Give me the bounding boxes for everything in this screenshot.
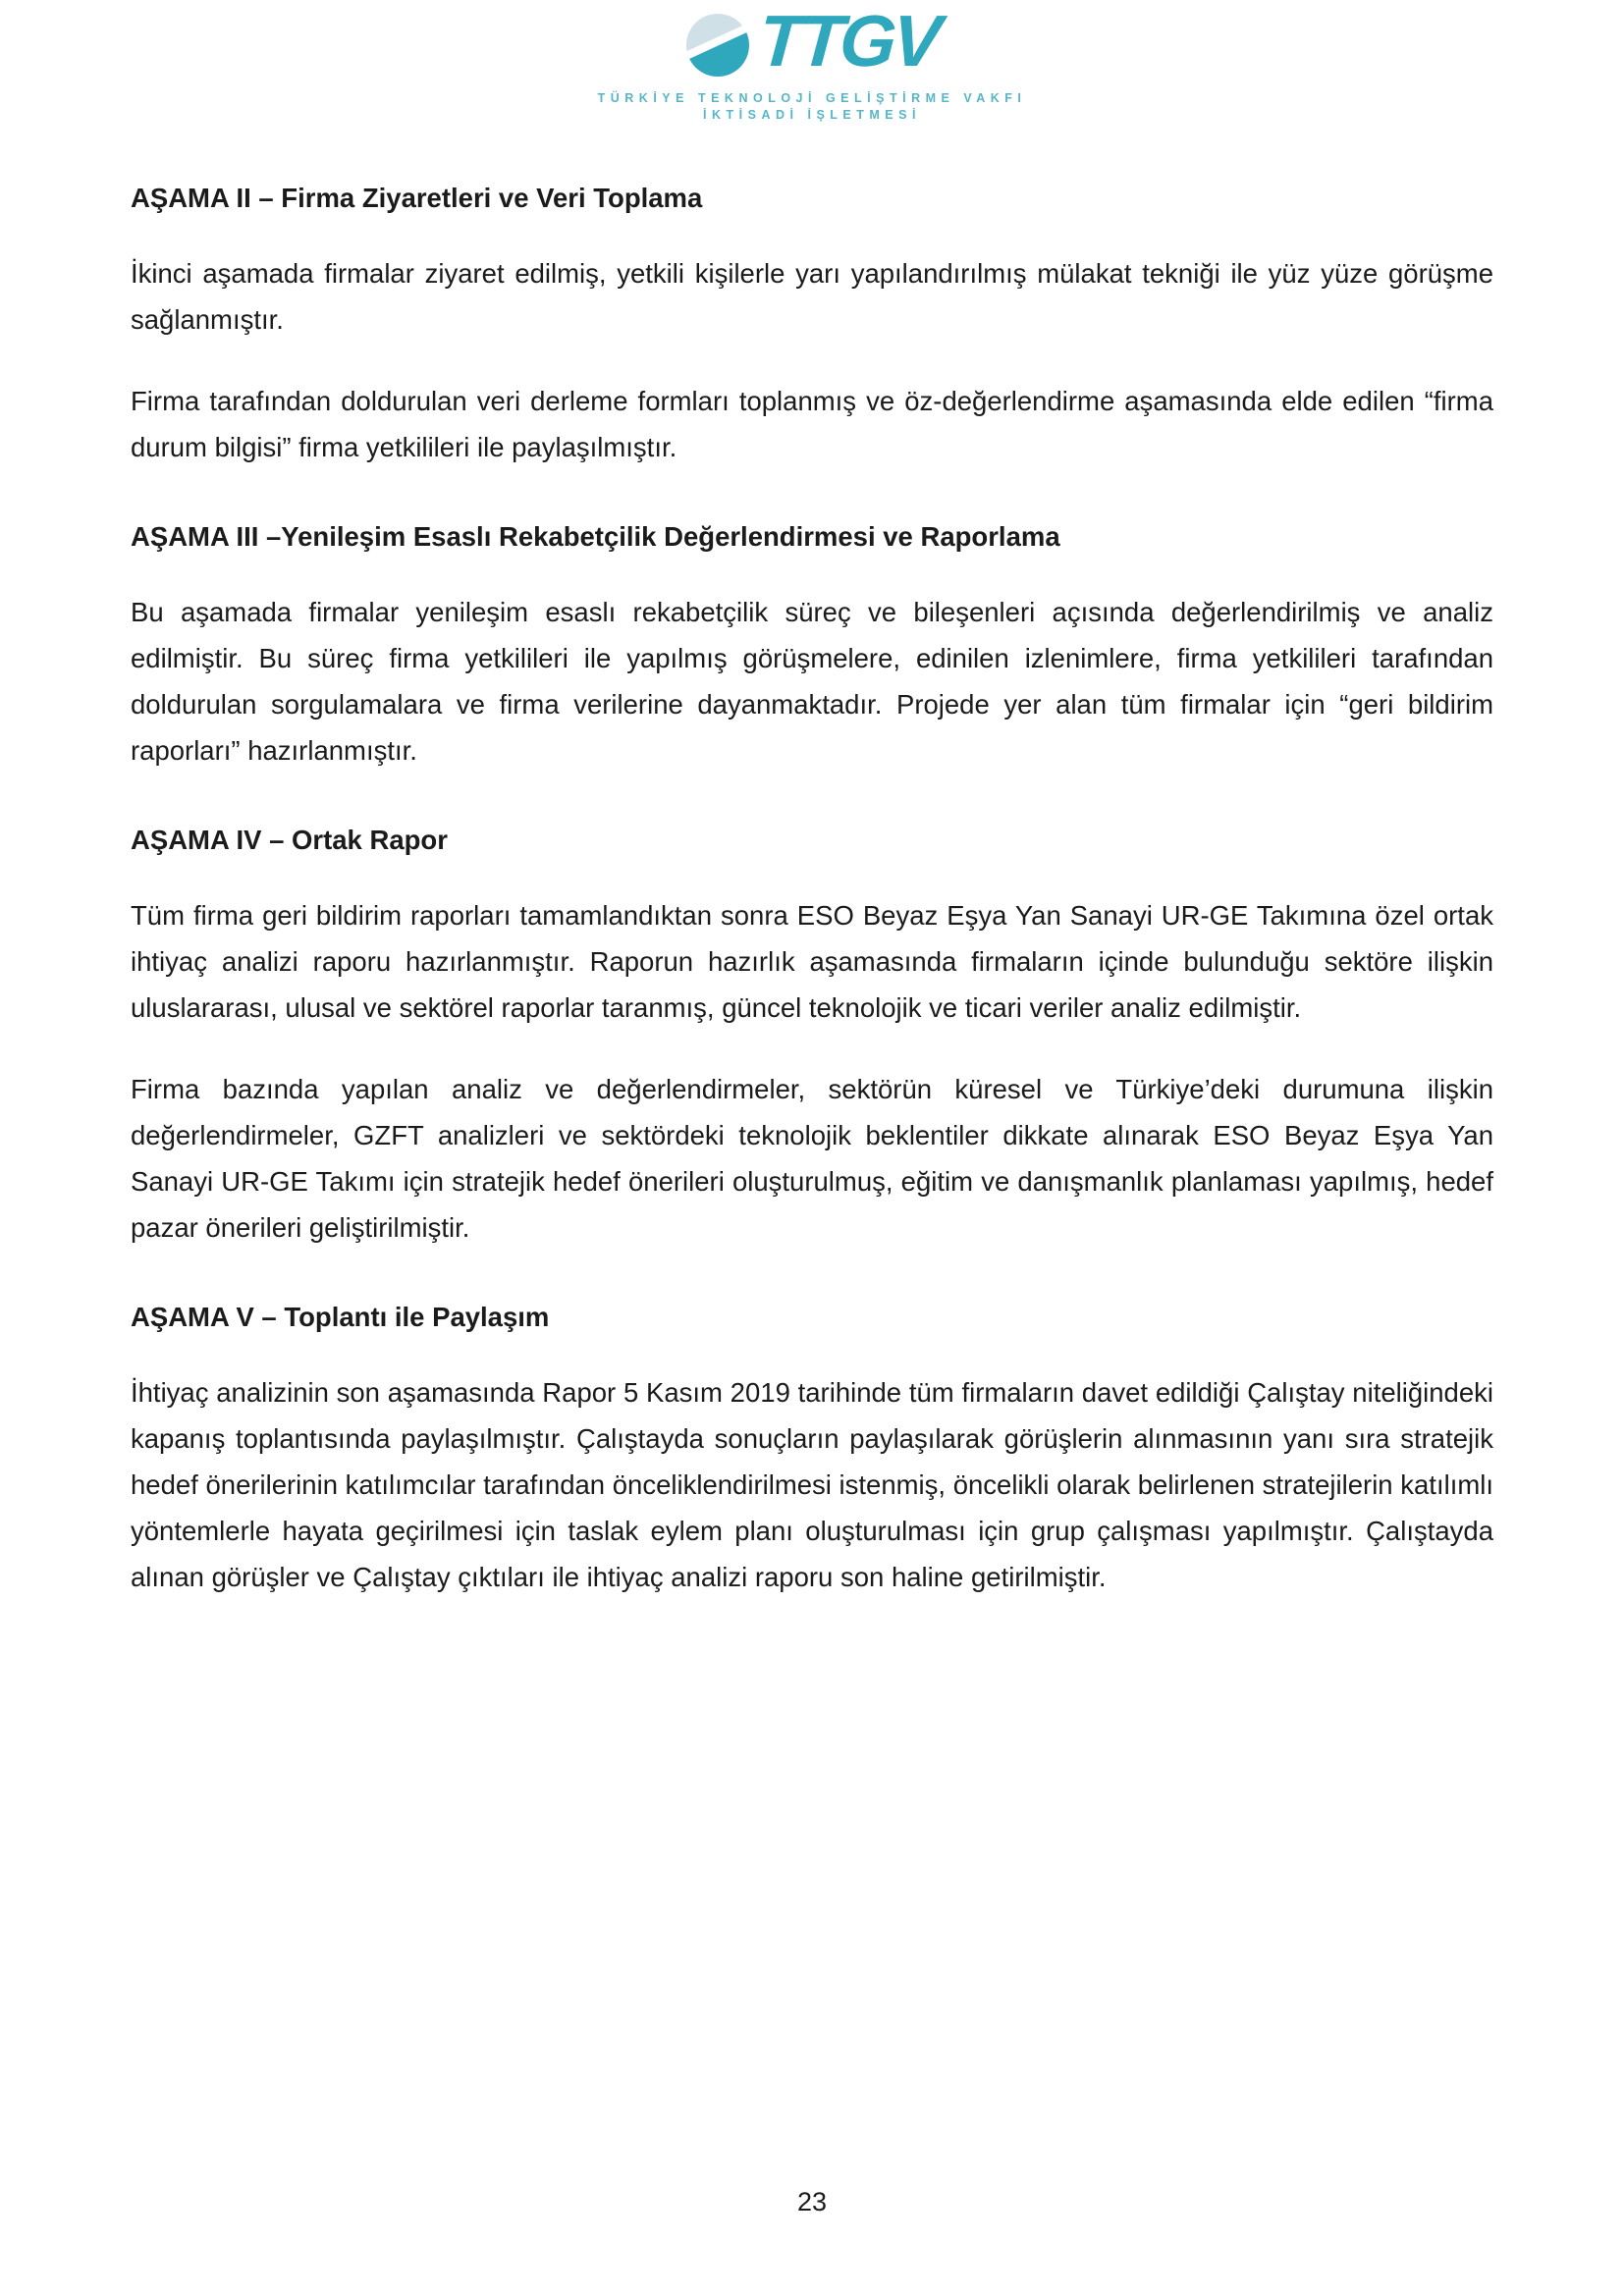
- ttgv-logo: [686, 0, 941, 81]
- paragraph: Tüm firma geri bildirim raporları tamamlandıktan sonra ESO Beyaz Eşya Yan Sanayi UR-GE Takımına özel ortak ihtiyaç analizi raporu hazırlanmıştır. Raporun hazırlık aşamasında firmaların içinde bulunduğu sektöre ilişkin uluslararası, ulusal ve sektörel raporlar taranmış, güncel teknolojik ve ticari veriler analiz edilmiştir.: [131, 900, 1493, 1023]
- document-header: [0, 0, 1624, 124]
- document-section: [131, 175, 1493, 470]
- paragraph: İkinci aşamada firmalar ziyaret edilmiş, yetkili kişilerle yarı yapılandırılmış mülakat tekniği ile yüz yüze görüşme sağlanmıştır.: [131, 258, 1493, 335]
- logo-taglines: [598, 90, 1027, 124]
- page-number: 23: [796, 2187, 828, 2216]
- document-section: [131, 817, 1493, 1251]
- logo-tagline-line2: İKTİSADİ İŞLETMESİ: [703, 108, 921, 122]
- document-body: [0, 175, 1624, 1635]
- section-heading: AŞAMA IV – Ortak Rapor: [131, 825, 448, 855]
- paragraph: Firma bazında yapılan analiz ve değerlendirmeler, sektörün küresel ve Türkiye’deki durumuna ilişkin değerlendirmeler, GZFT analizleri ve sektördeki teknolojik beklentiler dikkate alınarak ESO Beyaz Eşya Yan Sanayi UR-GE Takımı için stratejik hedef önerileri oluşturulmuş, eğitim ve danışmanlık planlaması yapılmış, hedef pazar önerileri geliştirilmiştir.: [131, 1074, 1493, 1243]
- section-heading: AŞAMA II – Firma Ziyaretleri ve Veri Toplama: [131, 183, 703, 213]
- paragraph: Firma tarafından doldurulan veri derleme formları toplanmış ve öz-değerlendirme aşamasında elde edilen “firma durum bilgisi” firma yetkilileri ile paylaşılmıştır.: [131, 386, 1493, 462]
- document-section: [131, 513, 1493, 774]
- section-heading: AŞAMA V – Toplantı ile Paylaşım: [131, 1302, 550, 1332]
- paragraph: Bu aşamada firmalar yenileşim esaslı rekabetçilik süreç ve bileşenleri açısında değerlendirilmiş ve analiz edilmiştir. Bu süreç firma yetkilileri ile yapılmış görüşmelere, edinilen izlenimlere, firma yetkilileri tarafından doldurulan sorgulamalara ve firma verilerine dayanmaktadır. Projede yer alan tüm firmalar için “geri bildirim raporları” hazırlanmıştır.: [131, 597, 1493, 766]
- paragraph: İhtiyaç analizinin son aşamasında Rapor 5 Kasım 2019 tarihinde tüm firmaların davet edildiği Çalıştay niteliğindeki kapanış toplantısında paylaşılmıştır. Çalıştayda sonuçların paylaşılarak görüşlerin alınmasının yanı sıra stratejik hedef önerilerinin katılımcılar tarafından önceliklendirilmesi istenmiş, öncelikli olarak belirlenen stratejilerin katılımlı yöntemlerle hayata geçirilmesi için taslak eylem planı oluşturulması için grup çalışması yapılmıştır. Çalıştayda alınan görüşler ve Çalıştay çıktıları ile ihtiyaç analizi raporu son haline getirilmiştir.: [131, 1377, 1493, 1592]
- ttgv-logo-circle-icon: [686, 14, 749, 77]
- document-footer: [0, 2184, 1624, 2296]
- logo-tagline-line1: TÜRKİYE TEKNOLOJİ GELİŞTİRME VAKFI: [597, 91, 1027, 105]
- document-section: [131, 1294, 1493, 1600]
- section-heading: AŞAMA III –Yenileşim Esaslı Rekabetçilik Değerlendirmesi ve Raporlama: [131, 521, 1060, 552]
- logo-wordmark: TTGV: [756, 0, 941, 81]
